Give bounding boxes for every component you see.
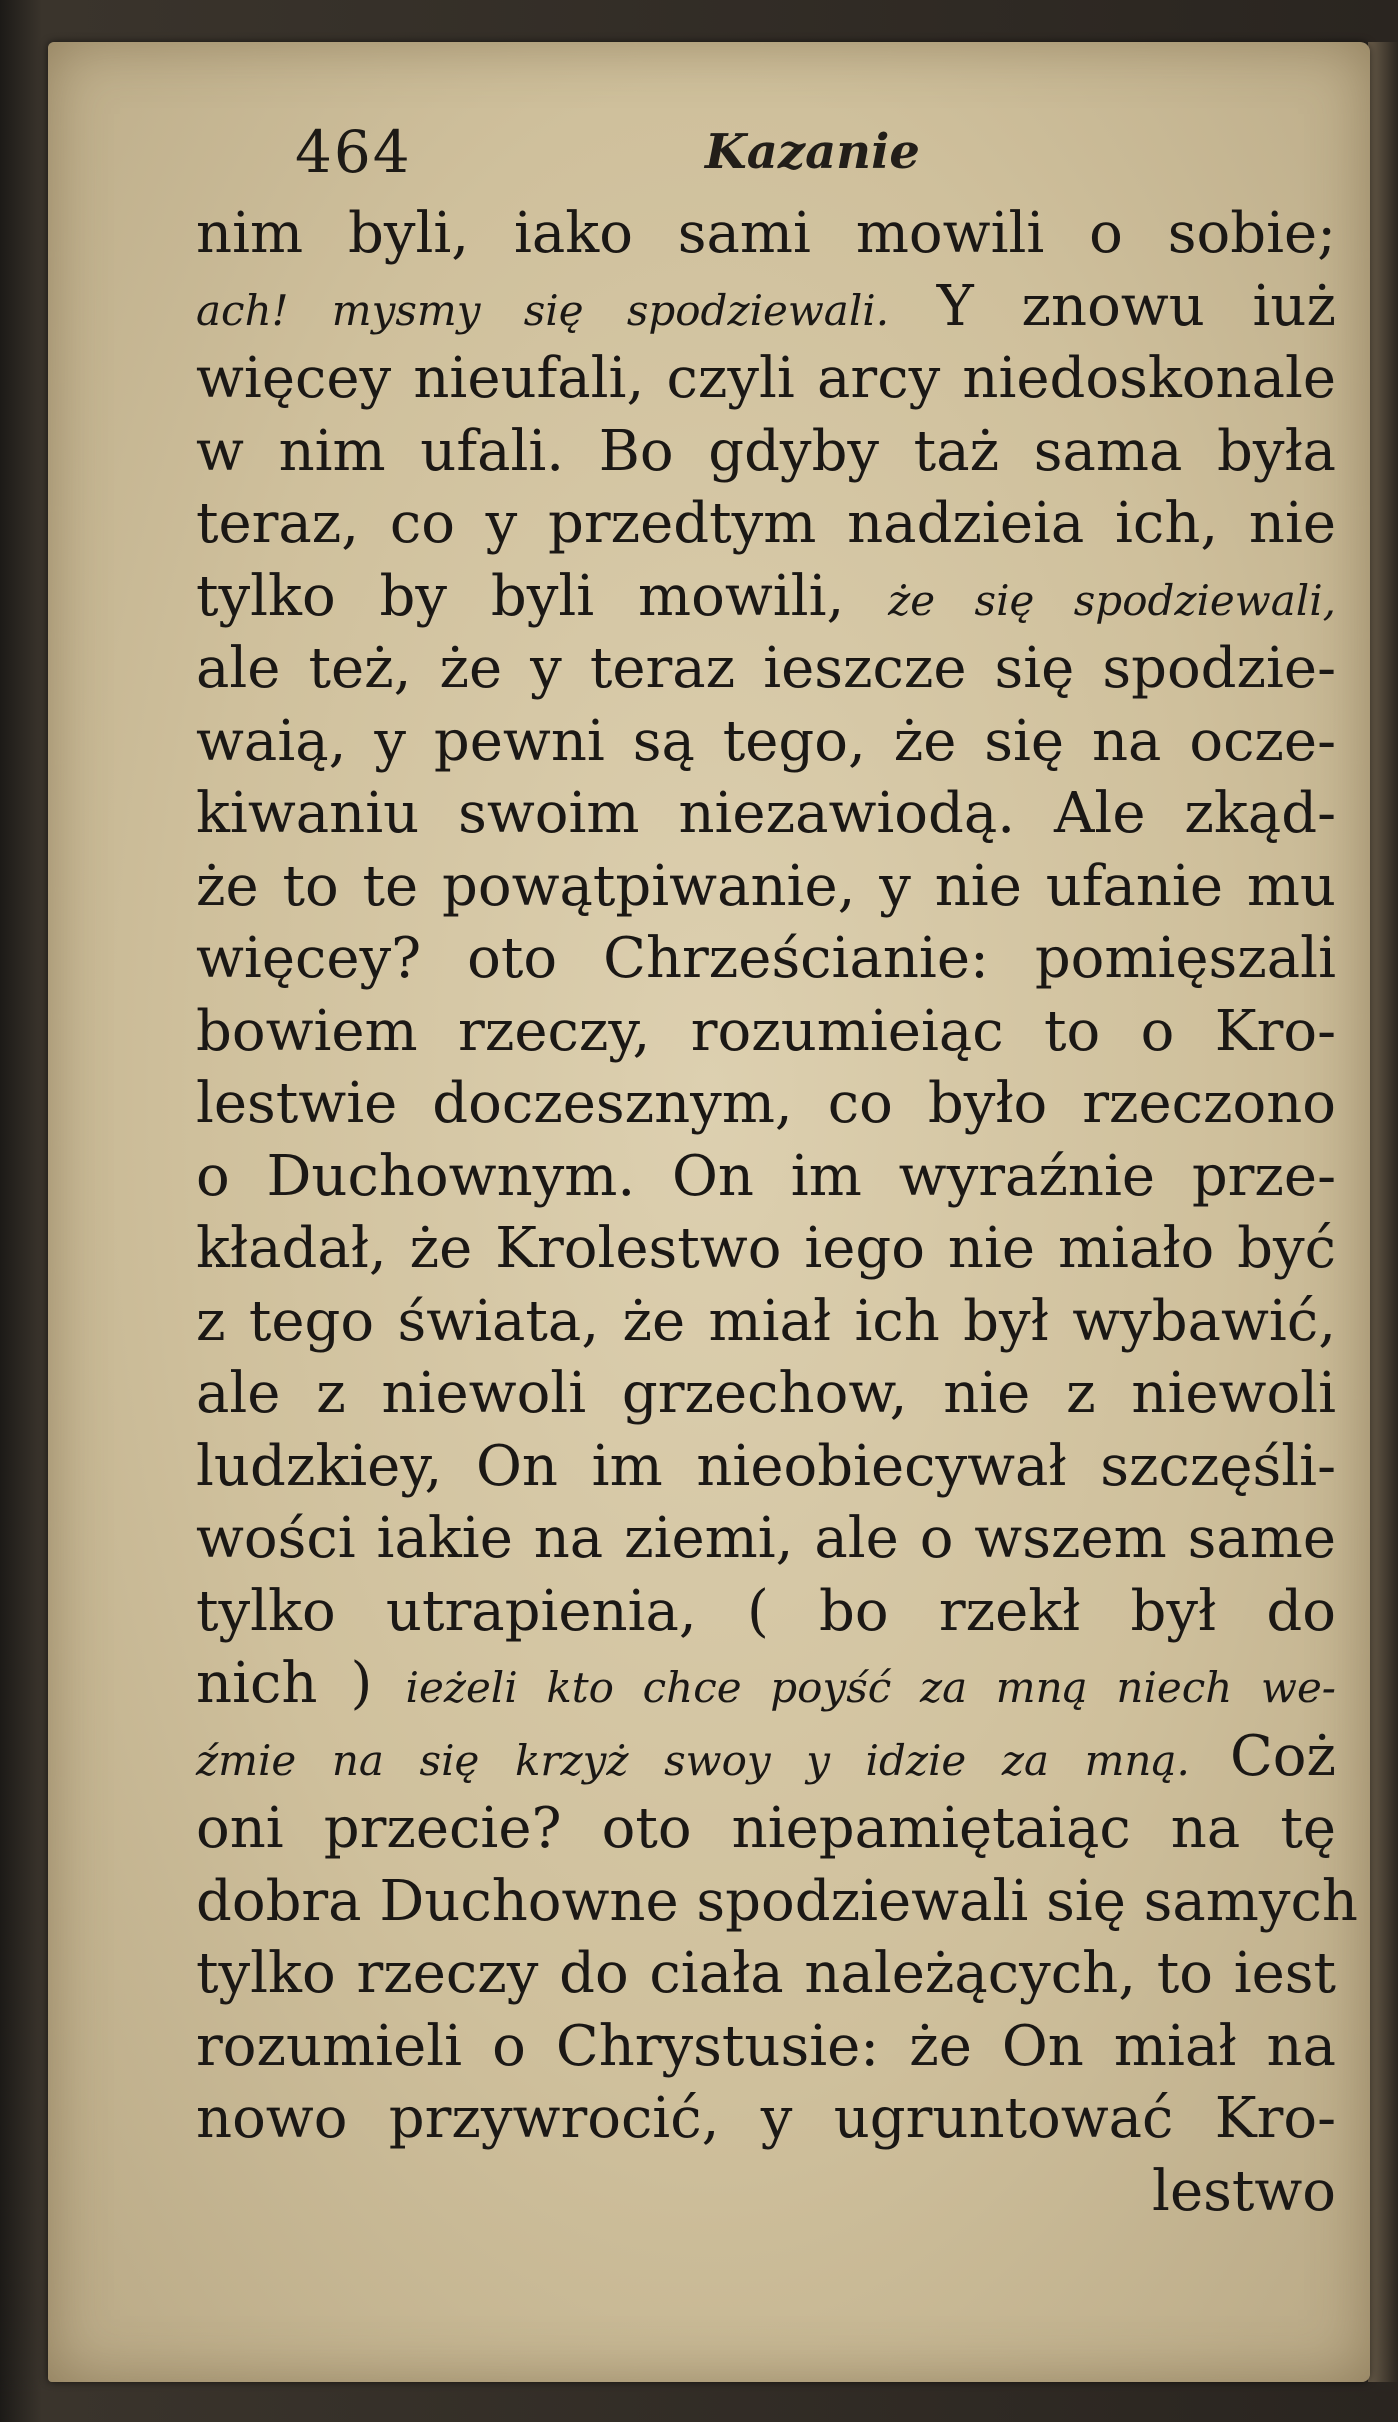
text-line: [196, 488, 1336, 561]
text-segment: nowo przywrocić, y ugruntować Kro-: [196, 2086, 1336, 2151]
page-header: [295, 118, 1195, 198]
text-segment: ale z niewoli grzechow, nie z niewoli: [196, 1361, 1336, 1426]
body-text: [196, 198, 1358, 2228]
text-line: [196, 1431, 1336, 1504]
text-line: [196, 1358, 1336, 1431]
text-line: [196, 1286, 1336, 1359]
text-line: [196, 1141, 1336, 1214]
text-line: [196, 1576, 1336, 1649]
text-line: [196, 923, 1336, 996]
text-line: [196, 1938, 1336, 2011]
text-line: [196, 561, 1336, 634]
text-line: [196, 2083, 1336, 2156]
text-line: [196, 996, 1336, 1069]
text-segment: że to te powątpiwanie, y nie ufanie mu: [196, 853, 1336, 919]
text-line: [196, 633, 1336, 706]
text-line: [196, 778, 1336, 851]
text-line: [196, 1648, 1336, 1721]
text-segment: wości iakie na ziemi, ale o wszem same: [196, 1506, 1336, 1571]
text-segment: bowiem rzeczy, rozumieiąc to o Kro-: [196, 998, 1336, 1064]
text-segment: kładał, że Krolestwo iego nie miało być: [196, 1216, 1336, 1281]
text-segment: o Duchownym. On im wyraźnie prze-: [196, 1143, 1336, 1209]
text-line: [196, 416, 1336, 489]
text-line: [196, 1503, 1336, 1576]
text-line: [196, 1721, 1336, 1794]
text-line: [196, 271, 1336, 344]
text-segment: tylko by byli mowili,: [196, 563, 889, 629]
text-line: [196, 343, 1336, 416]
running-title: Kazanie: [705, 124, 920, 180]
text-segment: kiwaniu swoim niezawiodą. Ale zkąd-: [196, 781, 1336, 846]
text-segment: teraz, co y przedtym nadzieia ich, nie: [196, 491, 1336, 556]
text-segment: więcey? oto Chrześcianie: pomięszali: [196, 926, 1336, 991]
text-line: [196, 1866, 1358, 1939]
italic-segment: ieżeli kto chce poyść za mną niech we-: [405, 1663, 1336, 1712]
text-segment: nich ): [196, 1651, 406, 1716]
text-segment: Coż: [1189, 1723, 1337, 1789]
text-segment: waią, y pewni są tego, że się na ocze-: [196, 708, 1336, 774]
text-segment: lestwo: [1152, 2158, 1336, 2224]
text-line: [196, 1213, 1336, 1286]
text-segment: więcey nieufali, czyli arcy niedoskonale: [196, 346, 1336, 411]
text-segment: Y znowu iuż: [889, 273, 1337, 339]
text-line: [196, 2156, 1336, 2229]
text-line: [196, 2011, 1336, 2084]
text-line: [196, 1068, 1336, 1141]
text-segment: ale też, że y teraz ieszcze się spodzie-: [196, 636, 1336, 701]
italic-segment: źmie na się krzyż swoy y idzie za mną.: [196, 1735, 1190, 1785]
text-line: [196, 706, 1336, 779]
text-line: [196, 1793, 1336, 1866]
page-number: 464: [295, 118, 412, 186]
text-line: [196, 851, 1336, 924]
text-segment: tylko utrapienia, ( bo rzekł był do: [196, 1578, 1336, 1644]
text-segment: w nim ufali. Bo gdyby taż sama była: [196, 418, 1336, 484]
text-segment: z tego świata, że miał ich był wybawić,: [196, 1288, 1336, 1354]
text-segment: lestwie doczesznym, co było rzeczono: [196, 1071, 1336, 1136]
text-line: [196, 198, 1336, 271]
text-segment: dobra Duchowne spodziewali się samych: [196, 1868, 1358, 1934]
text-segment: oni przecie? oto niepamiętaiąc na tę: [196, 1796, 1336, 1861]
text-segment: tylko rzeczy do ciała należących, to iest: [196, 1941, 1336, 2006]
text-segment: rozumieli o Chrystusie: że On miał na: [196, 2013, 1336, 2079]
italic-segment: że się spodziewali,: [888, 575, 1336, 625]
text-segment: nim byli, iako sami mowili o sobie;: [196, 201, 1336, 266]
book-gutter: [1368, 42, 1398, 2382]
text-segment: ludzkiey, On im nieobiecywał szczęśli-: [196, 1433, 1336, 1499]
italic-segment: ach! mysmy się spodziewali.: [196, 285, 890, 335]
